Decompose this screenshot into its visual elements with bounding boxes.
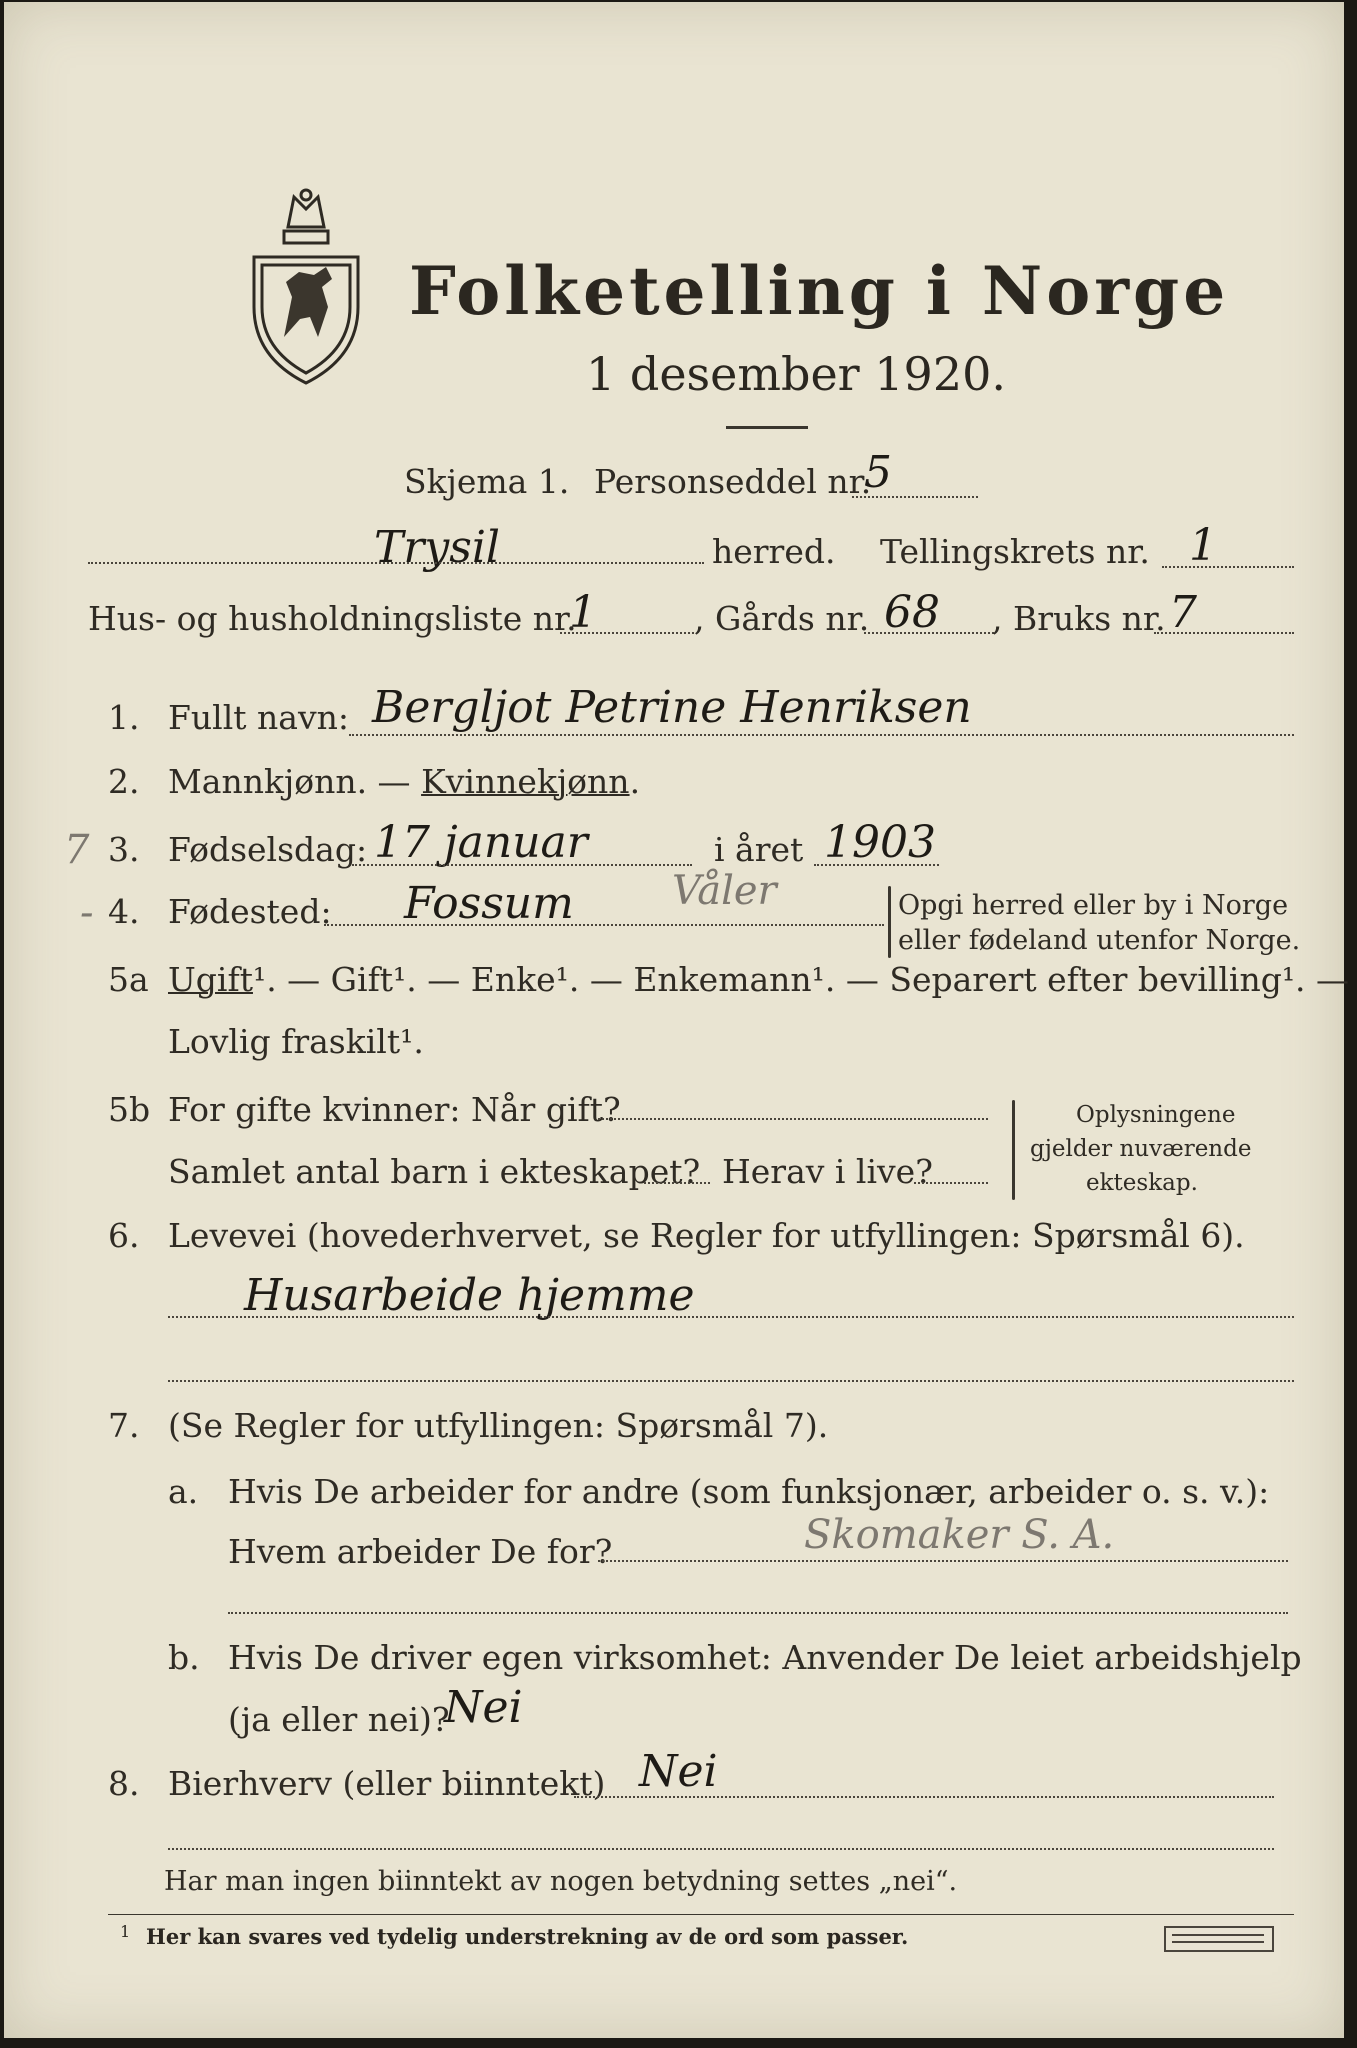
year-label: i året <box>714 830 804 869</box>
q4-margin-mark: - <box>80 890 94 936</box>
birthplace-note-1: Opgi herred eller by i Norge <box>898 890 1289 921</box>
q2-number: 2. <box>108 762 140 801</box>
q7-label: (Se Regler for utfyllingen: Spørsmål 7). <box>168 1406 829 1445</box>
married-when-line <box>598 1118 988 1120</box>
marital-status-options <box>168 960 1349 999</box>
q4-label: Fødested: <box>168 892 332 931</box>
census-date: 1 desember 1920. <box>586 347 1006 401</box>
occupation-value[interactable]: Husarbeide hjemme <box>244 1270 695 1321</box>
employer-value[interactable]: Skomaker S. A. <box>804 1512 1115 1558</box>
birthplace-value[interactable]: Fossum <box>404 878 574 929</box>
ugift-option-underlined[interactable]: Ugift <box>168 960 253 999</box>
birthplace-note-brace <box>888 886 891 958</box>
gards-label: , Gårds nr. <box>694 599 870 638</box>
q1-number: 1. <box>108 698 140 737</box>
hus-value[interactable]: 1 <box>569 587 597 638</box>
q3-number: 3. <box>108 830 140 869</box>
marriage-note-brace <box>1012 1100 1015 1200</box>
personseddel-line <box>852 496 978 498</box>
herred-line <box>88 562 704 564</box>
occupation-line-1 <box>168 1316 1294 1318</box>
q7a-line1: Hvis De arbeider for andre (som funksjonær, arbeider o. s. v.): <box>228 1472 1270 1511</box>
male-option[interactable]: Mannkjønn <box>168 762 357 801</box>
q6-label: Levevei (hovederhvervet, se Regler for utfyllingen: Spørsmål 6). <box>168 1216 1245 1255</box>
herred-label: herred. <box>712 532 836 571</box>
q7b-letter: b. <box>168 1638 200 1677</box>
q7b-line1: Hvis De driver egen virksomhet: Anvender De leiet arbeidshjelp <box>228 1638 1302 1677</box>
personseddel-label: Personseddel nr. <box>594 462 872 501</box>
q4-number: 4. <box>108 892 140 931</box>
occupation-line-2 <box>168 1380 1294 1382</box>
q5b-number: 5b <box>108 1090 151 1129</box>
gards-line <box>864 632 994 634</box>
hired-help-value[interactable]: Nei <box>444 1682 523 1733</box>
q7a-letter: a. <box>168 1472 199 1511</box>
form-title: Folketelling i Norge <box>409 252 1230 330</box>
side-income-line-2 <box>168 1848 1274 1850</box>
lovlig-fraskilt-option[interactable]: Lovlig fraskilt¹. <box>168 1022 424 1061</box>
q8-label: Bierhverv (eller biinntekt) <box>168 1764 606 1803</box>
herred-value[interactable]: Trysil <box>374 522 500 573</box>
children-alive-line <box>914 1182 988 1184</box>
census-form-sheet <box>4 2 1350 2038</box>
q3-margin-mark: 7 <box>64 827 90 873</box>
children-total-label: Samlet antal barn i ekteskapet? <box>168 1152 701 1191</box>
marriage-note-3: ekteskap. <box>1086 1170 1198 1196</box>
personseddel-value[interactable]: 5 <box>864 447 892 498</box>
full-name-value[interactable]: Bergljot Petrine Henriksen <box>372 682 972 733</box>
q6-number: 6. <box>108 1216 140 1255</box>
children-total-line <box>644 1182 710 1184</box>
q8-number: 8. <box>108 1764 140 1803</box>
q3-label: Fødselsdag: <box>168 830 368 869</box>
hus-line <box>560 632 694 634</box>
q1-label: Fullt navn: <box>168 698 349 737</box>
tellingskrets-line <box>1162 566 1294 568</box>
schema-label: Skjema 1. <box>404 462 570 501</box>
employer-line-2 <box>228 1612 1288 1614</box>
tellingskrets-value[interactable]: 1 <box>1189 520 1217 571</box>
birthplace-line <box>324 924 884 926</box>
birth-year-value[interactable]: 1903 <box>824 817 936 868</box>
gender-end: . <box>629 762 641 801</box>
female-option-underlined[interactable]: Kvinnekjønn <box>421 762 630 801</box>
footer-divider <box>108 1914 1294 1915</box>
footer-note: Har man ingen biinntekt av nogen betydning settes „nei“. <box>164 1866 958 1897</box>
coat-of-arms-icon <box>244 187 369 387</box>
birthplace-note-2: eller fødeland utenfor Norge. <box>898 925 1301 956</box>
gender-options <box>168 762 640 801</box>
q7b-line2: (ja eller nei)? <box>228 1700 450 1739</box>
side-income-value[interactable]: Nei <box>639 1746 718 1797</box>
marital-status-rest[interactable]: ¹. — Gift¹. — Enke¹. — Enkemann¹. — Separert efter bevilling¹. — <box>252 960 1350 999</box>
children-alive-label: Herav i live? <box>722 1152 933 1191</box>
bruks-label: , Bruks nr. <box>992 599 1166 638</box>
bruks-value[interactable]: 7 <box>1169 587 1197 638</box>
birthplace-overwrite: Våler <box>672 868 777 914</box>
footnote-text: Her kan svares ved tydelig understrekning av de ord som passer. <box>146 1924 909 1949</box>
title-divider <box>726 426 808 429</box>
hus-label: Hus- og husholdningsliste nr. <box>88 599 577 638</box>
q5a-number: 5a <box>108 960 149 999</box>
printer-stamp-icon <box>1164 1926 1274 1952</box>
marriage-note-1: Oplysningene <box>1076 1102 1236 1128</box>
birth-day-value[interactable]: 17 januar <box>374 817 588 868</box>
employer-line <box>598 1560 1288 1562</box>
bruks-line <box>1154 632 1294 634</box>
birth-day-line <box>352 864 692 866</box>
q7-number: 7. <box>108 1406 140 1445</box>
gards-value[interactable]: 68 <box>884 587 940 638</box>
married-when-label: For gifte kvinner: Når gift? <box>168 1090 621 1129</box>
tellingskrets-label: Tellingskrets nr. <box>880 532 1150 571</box>
marriage-note-2: gjelder nuværende <box>1030 1136 1252 1162</box>
gender-separator: . — <box>356 762 422 801</box>
full-name-line <box>349 734 1294 736</box>
birth-year-line <box>814 864 939 866</box>
side-income-line <box>574 1796 1274 1798</box>
q7a-line2: Hvem arbeider De for? <box>228 1532 613 1571</box>
footnote-mark: 1 <box>120 1922 131 1941</box>
